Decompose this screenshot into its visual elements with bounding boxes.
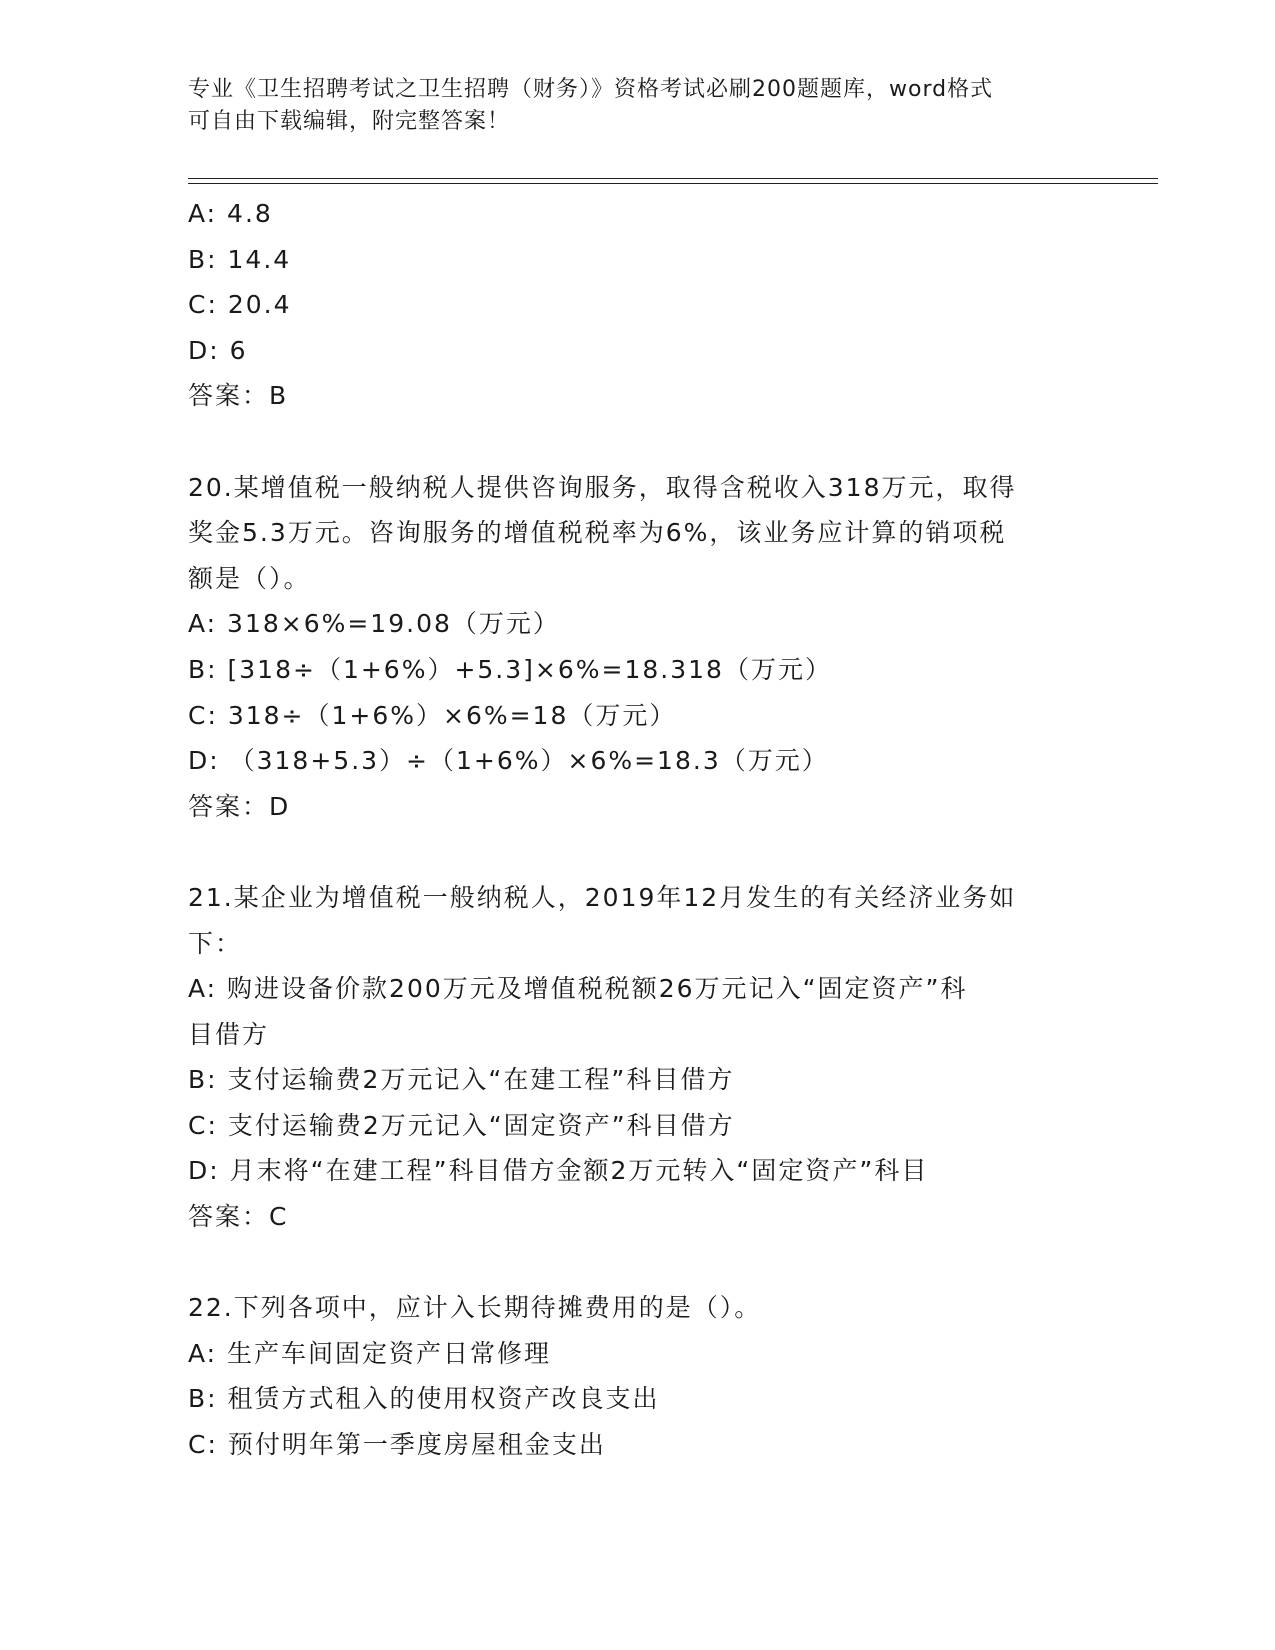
option-a: A: 生产车间固定资产日常修理 — [188, 1338, 552, 1368]
spacer — [188, 419, 1088, 465]
answer-line: 答案：C — [188, 1202, 289, 1232]
option-b: B: [318÷（1+6%）+5.3]×6%=18.318（万元） — [188, 654, 832, 684]
question-19 — [188, 191, 1088, 419]
header-divider-bottom — [188, 183, 1158, 184]
question-stem-line: 额是（）。 — [188, 563, 311, 593]
option-d: D: （318+5.3）÷（1+6%）×6%=18.3（万元） — [188, 746, 829, 776]
option-c: C: 支付运输费2万元记入“固定资产”科目借方 — [188, 1110, 735, 1140]
option-b: B: 租赁方式租入的使用权资产改良支出 — [188, 1384, 660, 1414]
question-20 — [188, 465, 1088, 830]
header-line-1: 专业《卫生招聘考试之卫生招聘（财务）》资格考试必刷200题题库，word格式 — [188, 77, 994, 102]
option-a: A: 318×6%=19.08（万元） — [188, 609, 560, 639]
question-stem-line: 21.某企业为增值税一般纳税人，2019年12月发生的有关经济业务如 — [188, 882, 1017, 912]
option-b: B: 支付运输费2万元记入“在建工程”科目借方 — [188, 1065, 735, 1095]
option-d: D: 月末将“在建工程”科目借方金额2万元转入“固定资产”科目 — [188, 1156, 929, 1186]
question-stem-line: 20.某增值税一般纳税人提供咨询服务，取得含税收入318万元，取得 — [188, 472, 1017, 502]
option-a-continued: 目借方 — [188, 1019, 270, 1049]
option-b: B: 14.4 — [188, 244, 292, 274]
document-header — [188, 74, 1088, 138]
option-c: C: 318÷（1+6%）×6%=18（万元） — [188, 700, 677, 730]
option-d: D: 6 — [188, 335, 248, 365]
option-c: C: 预付明年第一季度房屋租金支出 — [188, 1430, 606, 1460]
question-stem-line: 奖金5.3万元。咨询服务的增值税税率为6%，该业务应计算的销项税 — [188, 518, 1007, 548]
option-a: A: 购进设备价款200万元及增值税税额26万元记入“固定资产”科 — [188, 974, 968, 1004]
answer-line: 答案：B — [188, 381, 289, 411]
option-c: C: 20.4 — [188, 290, 292, 320]
option-a: A: 4.8 — [188, 199, 273, 228]
spacer — [188, 829, 1088, 875]
header-divider-top — [188, 178, 1158, 179]
question-22 — [188, 1285, 1088, 1467]
question-content — [188, 191, 1088, 1468]
question-stem-line: 下： — [188, 928, 243, 958]
question-stem-line: 22.下列各项中，应计入长期待摊费用的是（）。 — [188, 1293, 762, 1323]
question-21 — [188, 875, 1088, 1240]
header-line-2: 可自由下载编辑，附完整答案！ — [188, 109, 511, 134]
answer-line: 答案：D — [188, 791, 291, 821]
spacer — [188, 1240, 1088, 1286]
